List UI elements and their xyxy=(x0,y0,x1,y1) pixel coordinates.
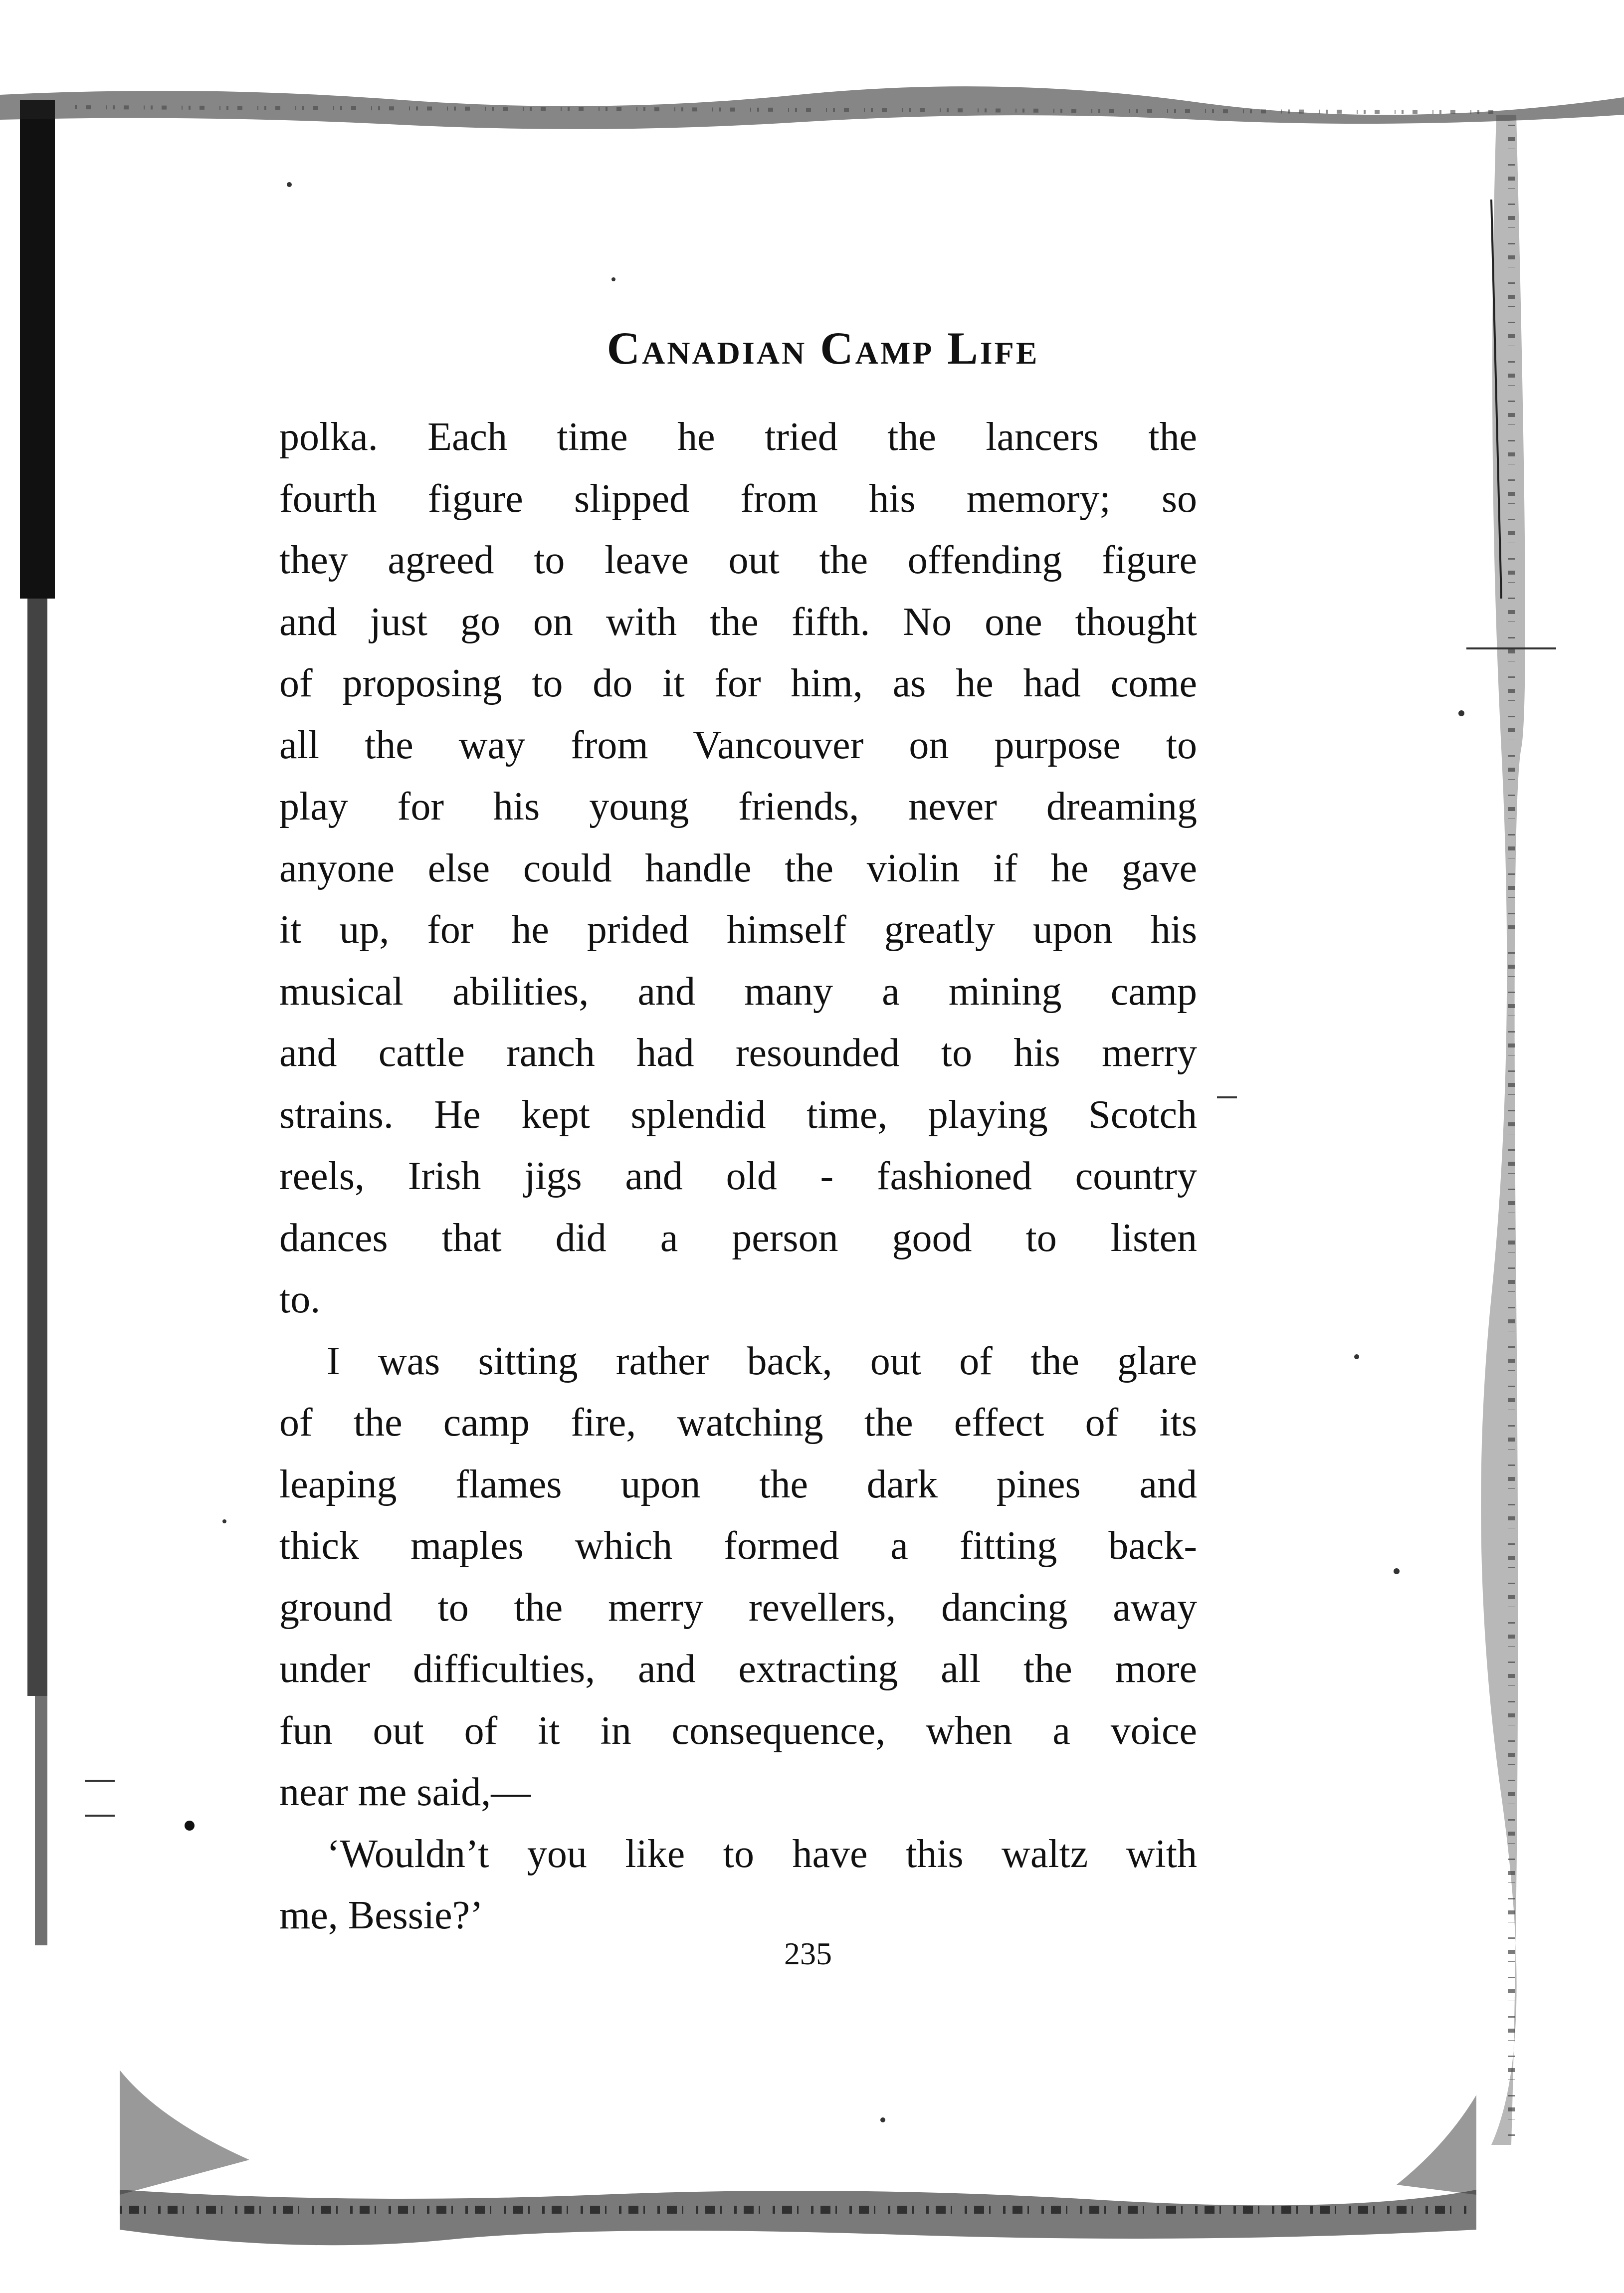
paragraph xyxy=(279,1824,1197,1947)
text-line: near me said,— xyxy=(279,1770,531,1814)
text-line: ‘Wouldn’t you like to have this waltz with xyxy=(327,1832,1197,1876)
text-line: leaping flames upon the dark pines and xyxy=(279,1462,1197,1506)
text-line: fun out of it in consequence, when a voice xyxy=(279,1708,1197,1753)
text-line: all the way from Vancouver on purpose to xyxy=(279,723,1197,767)
paragraph xyxy=(279,407,1197,1331)
text-line: of the camp fire, watching the effect of its xyxy=(279,1401,1197,1445)
text-line: musical abilities, and many a mining camp xyxy=(279,969,1197,1014)
text-line: dances that did a person good to listen xyxy=(279,1216,1197,1260)
text-line: me, Bessie?’ xyxy=(279,1893,483,1937)
running-head: Canadian Camp Life xyxy=(607,323,1039,374)
page-number: 235 xyxy=(784,1936,832,1971)
text-line: and cattle ranch had resounded to his merry xyxy=(279,1031,1197,1075)
text-line: strains. He kept splendid time, playing Scotch xyxy=(279,1092,1197,1137)
text-line: polka. Each time he tried the lancers the xyxy=(279,415,1197,459)
text-line: anyone else could handle the violin if he gave xyxy=(279,846,1197,890)
paragraph xyxy=(279,1331,1197,1824)
text-line: play for his young friends, never dreaming xyxy=(279,785,1197,829)
text-line: it up, for he prided himself greatly upon his xyxy=(279,908,1197,952)
text-line: I was sitting rather back, out of the glare xyxy=(327,1339,1197,1383)
text-line: and just go on with the fifth. No one thought xyxy=(279,600,1197,644)
text-line: of proposing to do it for him, as he had come xyxy=(279,661,1197,705)
body-text xyxy=(279,407,1197,1947)
text-line: reels, Irish jigs and old - fashioned country xyxy=(279,1154,1197,1198)
text-line: under difficulties, and extracting all the more xyxy=(279,1647,1197,1691)
text-line: thick maples which formed a fitting back- xyxy=(279,1524,1197,1568)
text-line: fourth figure slipped from his memory; so xyxy=(279,476,1197,521)
text-line: they agreed to leave out the offending figure xyxy=(279,538,1197,582)
text-line: to. xyxy=(279,1277,321,1321)
text-line: ground to the merry revellers, dancing away xyxy=(279,1585,1197,1630)
